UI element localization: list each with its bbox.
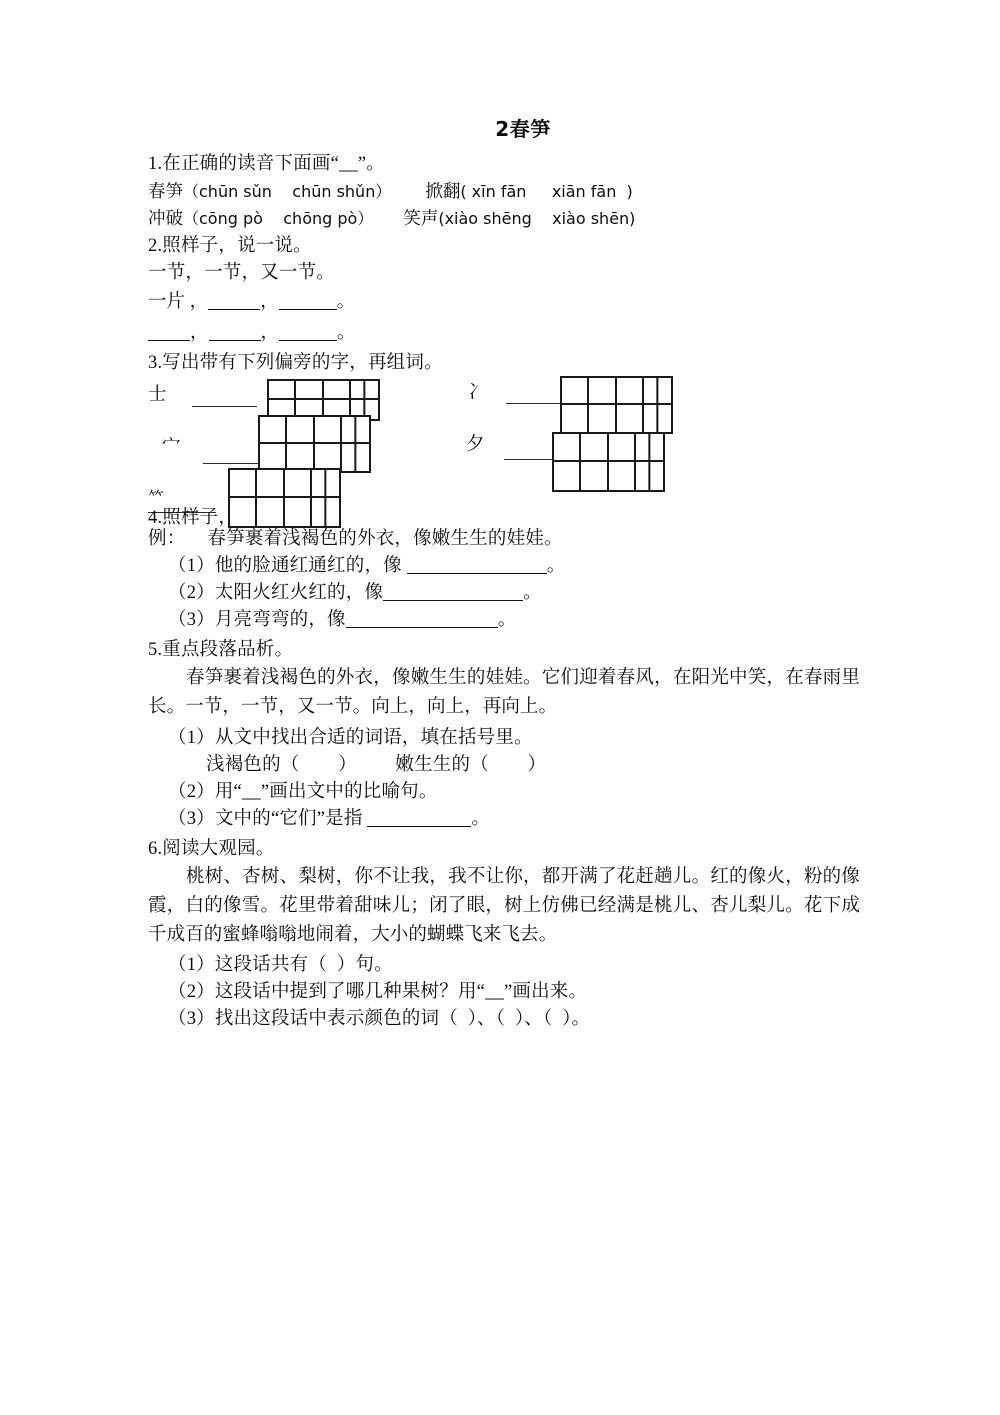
question-2-pattern-row-2 (148, 318, 860, 349)
grid-cell[interactable] (617, 405, 644, 432)
grid-cell[interactable] (260, 444, 287, 471)
grid-cell[interactable] (636, 434, 663, 462)
question-5-sub-1-blanks[interactable]: 浅褐色的（ ） 嫩生生的（ ） (206, 755, 547, 775)
answer-blank[interactable] (279, 295, 337, 310)
answer-blank[interactable] (367, 812, 471, 827)
answer-blank[interactable] (383, 586, 523, 601)
grid-cell[interactable] (554, 434, 581, 462)
grid-cell[interactable] (617, 378, 644, 405)
answer-blank[interactable] (279, 326, 337, 341)
page-title: 2春笋 (495, 117, 551, 141)
q1-options-4[interactable]: (xiào shēng xiào shēn) (438, 209, 636, 228)
question-6-passage: 桃树、杏树、梨树，你不让我，我不让你，都开满了花赶趟儿。红的像火，粉的像霞，白的像雪。花里带着甜味儿；闭了眼，树上仿佛已经满是桃儿、杏儿梨儿。花下成千成百的蜜蜂嗡嗡地闹着，大小的蝴蝶飞来飞去。 (148, 867, 860, 945)
grid-cell[interactable] (315, 417, 342, 444)
grid-cell[interactable] (285, 470, 312, 498)
grid-cell[interactable] (589, 405, 616, 432)
question-6-item-2[interactable]: （2）这段话中提到了哪几种果树？用“__”画出来。 (168, 982, 588, 1002)
q1-word-4: 笑声 (403, 208, 439, 228)
question-4-item-1 (148, 553, 860, 580)
radical-label-bing: 冫 (468, 383, 487, 403)
item-end: 。 (546, 556, 566, 576)
grid-cell[interactable] (644, 405, 671, 432)
sub-3-end: 。 (471, 809, 491, 829)
q1-options-1[interactable]: （chūn sǔn chūn shǔn） (183, 182, 392, 201)
question-6-item-3[interactable]: （3）找出这段话中表示颜色的词（ ）、（ ）、（ ）。 (168, 1009, 591, 1029)
q1-word-3: 冲破 (148, 208, 183, 228)
character-practice-grid[interactable] (228, 468, 341, 528)
item-end: 。 (523, 583, 542, 603)
radical-label-shi: 士 (148, 385, 167, 405)
grid-cell[interactable] (581, 434, 608, 462)
grid-cell[interactable] (260, 417, 287, 444)
sub-3-text: （3）文中的“它们”是指 (168, 809, 368, 829)
pattern-end-2: 。 (337, 323, 356, 343)
answer-blank[interactable] (407, 559, 547, 574)
grid-cell[interactable] (589, 378, 616, 405)
grid-cell[interactable] (351, 381, 378, 400)
pattern-end-1: 。 (336, 292, 356, 312)
question-5-passage: 春笋裹着浅褐色的外衣，像嫩生生的娃娃。它们迎着春风，在阳光中笑，在春雨里长。一节，一节，又一节。向上，向上，再向上。 (148, 668, 860, 717)
radical-label-zhu: 𥫗 (148, 490, 165, 507)
question-2-prompt: 2.照样子，说一说。 (148, 236, 312, 256)
grid-cell[interactable] (562, 405, 589, 432)
question-3-grid-zone (148, 379, 860, 528)
example-label: 例： (148, 529, 186, 549)
item-text: （1）他的脸通红通红的，像 (168, 556, 407, 576)
question-4-item-3 (148, 607, 860, 634)
q1-options-2[interactable]: ( xīn fān xiān fān ) (460, 182, 633, 201)
grid-cell[interactable] (296, 381, 323, 400)
question-2-example: 一节，一节，又一节。 (148, 263, 336, 283)
question-2-pattern-row-1 (148, 287, 860, 318)
question-5-sub-3 (148, 806, 860, 833)
question-4-prompt: 4.照样子， (148, 508, 238, 528)
item-text: （3）月亮弯弯的，像 (168, 610, 346, 630)
worksheet-body (148, 118, 860, 1033)
question-5-sub-1: （1）从文中找出合适的词语，填在括号里。 (168, 728, 533, 748)
grid-cell[interactable] (269, 381, 296, 400)
item-end: 。 (497, 610, 517, 630)
grid-cell[interactable] (230, 470, 257, 498)
grid-cell[interactable] (554, 462, 581, 490)
pattern-sep-2a: ， (190, 323, 209, 343)
grid-cell[interactable] (324, 381, 351, 400)
grid-cell[interactable] (287, 417, 314, 444)
grid-cell[interactable] (342, 444, 369, 471)
character-practice-grid[interactable] (560, 376, 673, 434)
example-text: 春笋裹着浅褐色的外衣，像嫩生生的娃娃。 (207, 529, 563, 549)
question-4-item-2 (148, 580, 860, 607)
grid-cell[interactable] (285, 498, 312, 526)
question-4-example (148, 526, 860, 553)
grid-cell[interactable] (315, 444, 342, 471)
answer-blank[interactable] (148, 326, 190, 341)
grid-cell[interactable] (636, 462, 663, 490)
radical-label-xi: 夕 (466, 435, 485, 455)
question-3-prompt: 3.写出带有下列偏旁的字，再组词。 (148, 353, 443, 373)
grid-cell[interactable] (312, 470, 339, 498)
pattern-sep-1: ， (260, 292, 279, 312)
question-1-prompt: 1.在正确的读音下面画“__”。 (148, 154, 385, 174)
q1-options-3[interactable]: （cōng pò chōng pò） (183, 209, 374, 228)
grid-cell[interactable] (342, 417, 369, 444)
question-6-prompt: 6.阅读大观园。 (148, 839, 275, 859)
character-practice-grid[interactable] (258, 415, 371, 473)
q1-word-1: 春笋 (148, 181, 183, 201)
radical-write-line[interactable] (192, 406, 257, 407)
answer-blank[interactable] (208, 295, 260, 310)
grid-cell[interactable] (562, 378, 589, 405)
character-practice-grid[interactable] (552, 432, 665, 492)
question-6-item-1[interactable]: （1）这段话共有（ ）句。 (168, 955, 393, 975)
answer-blank[interactable] (346, 613, 498, 628)
grid-cell[interactable] (312, 498, 339, 526)
grid-cell[interactable] (644, 378, 671, 405)
grid-cell[interactable] (257, 470, 284, 498)
radical-label-mian: 宀 (162, 437, 181, 457)
question-5-sub-2: （2）用“__”画出文中的比喻句。 (168, 782, 438, 802)
question-5-prompt: 5.重点段落品析。 (148, 640, 294, 660)
grid-cell[interactable] (609, 434, 636, 462)
question-1-row-2 (148, 205, 860, 232)
q1-word-2: 掀翻 (425, 181, 461, 201)
grid-cell[interactable] (287, 444, 314, 471)
grid-cell[interactable] (257, 498, 284, 526)
answer-blank[interactable] (209, 326, 261, 341)
pattern-prefix-1: 一片 ， (148, 292, 209, 312)
grid-cell[interactable] (609, 462, 636, 490)
grid-cell[interactable] (581, 462, 608, 490)
item-text: （2）太阳火红火红的，像 (168, 583, 384, 603)
pattern-sep-2b: ， (260, 323, 280, 343)
question-1-row-1 (148, 178, 860, 205)
